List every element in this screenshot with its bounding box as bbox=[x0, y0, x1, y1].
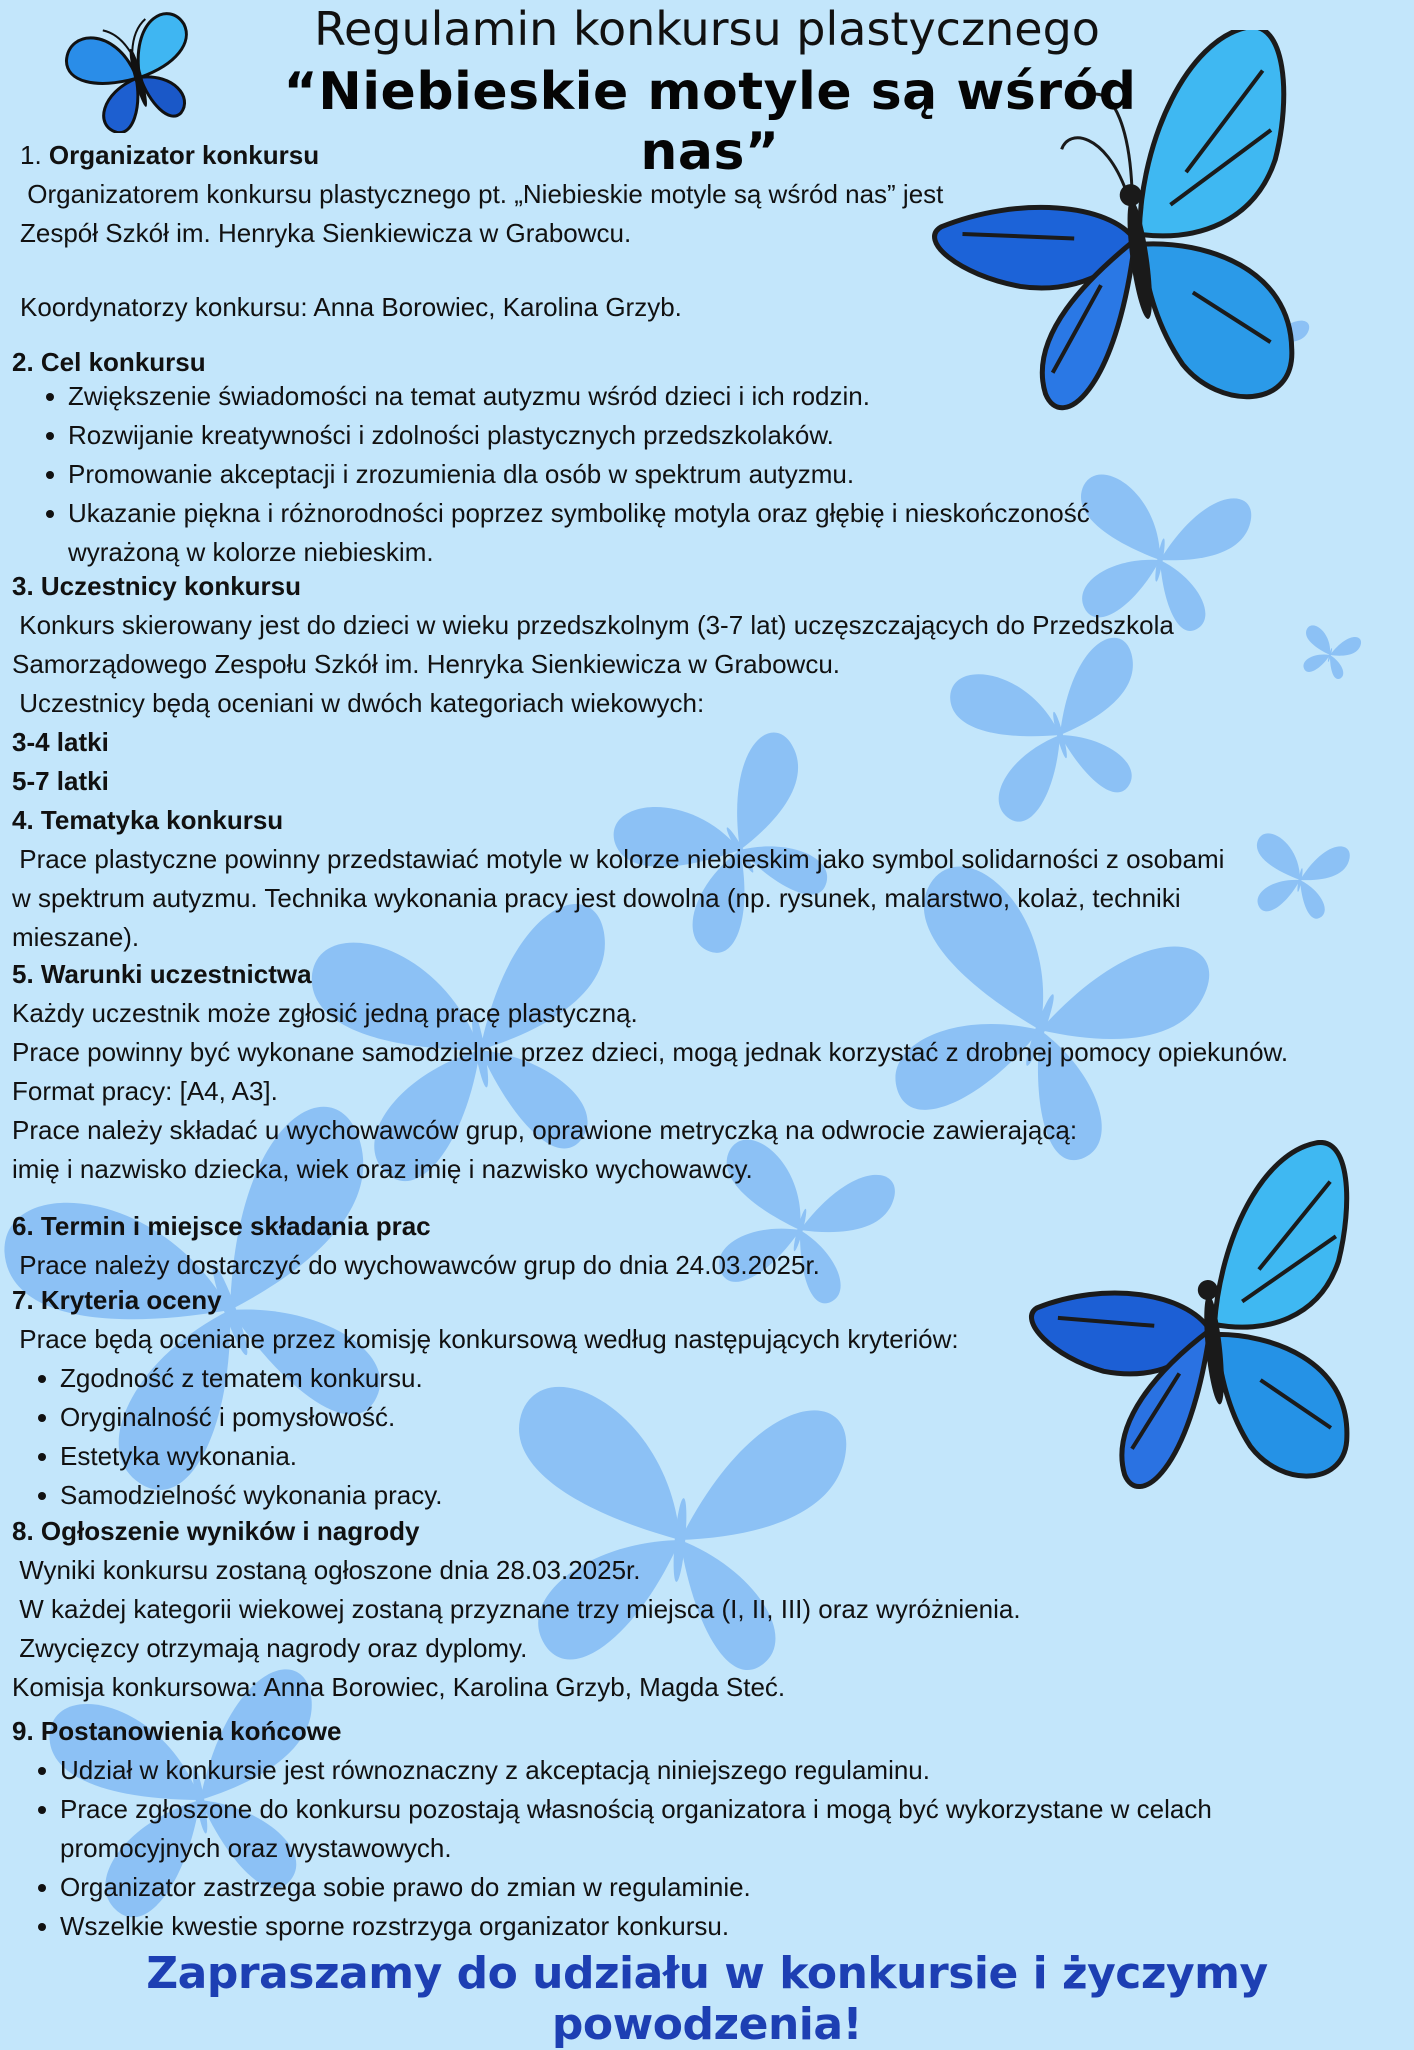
list-item-continuation: promocyjnych oraz wystawowych. bbox=[60, 1833, 452, 1863]
title-line-2: “Niebieskie motyle są wśród nas” bbox=[283, 62, 1137, 182]
section-5-heading: 5. Warunki uczestnictwa bbox=[12, 959, 312, 989]
section-9-heading: 9. Postanowienia końcowe bbox=[12, 1716, 342, 1746]
section-1-heading bbox=[20, 136, 319, 175]
list-item: Udział w konkursie jest równoznaczny z akceptacją niniejszego regulaminu. bbox=[60, 1751, 930, 1790]
section-5-line-1: Każdy uczestnik może zgłosić jedną pracę plastyczną. bbox=[12, 998, 638, 1028]
section-8-line-4: Komisja konkursowa: Anna Borowiec, Karolina Grzyb, Magda Steć. bbox=[12, 1672, 786, 1702]
age-category-2: 5-7 latki bbox=[12, 766, 109, 796]
list-item: Organizator zastrzega sobie prawo do zmian w regulaminie. bbox=[60, 1868, 751, 1907]
section-4-line-1: Prace plastyczne powinny przedstawiać motyle w kolorze niebieskim jako symbol solidarności z osobami bbox=[12, 844, 1225, 874]
age-category-1: 3-4 latki bbox=[12, 727, 109, 757]
section-3-line-3: Uczestnicy będą oceniani w dwóch kategoriach wiekowych: bbox=[12, 688, 705, 718]
section-4-heading: 4. Tematyka konkursu bbox=[12, 805, 284, 835]
section-1-line-1: Organizatorem konkursu plastycznego pt. „Niebieskie motyle są wśród nas” jest bbox=[20, 179, 944, 209]
section-1-number: 1. bbox=[20, 140, 49, 170]
section-8-heading: 8. Ogłoszenie wyników i nagrody bbox=[12, 1516, 420, 1546]
list-item: Estetyka wykonania. bbox=[60, 1437, 297, 1476]
section-8-line-2: W każdej kategorii wiekowej zostaną przyznane trzy miejsca (I, II, III) oraz wyróżnienia. bbox=[12, 1594, 1021, 1624]
list-item: Zwiększenie świadomości na temat autyzmu wśród dzieci i ich rodzin. bbox=[68, 377, 870, 416]
section-3-line-2: Samorządowego Zespołu Szkół im. Henryka Sienkiewicza w Grabowcu. bbox=[12, 649, 841, 679]
title-line-1: Regulamin konkursu plastycznego bbox=[314, 2, 1100, 56]
list-item: Oryginalność i pomysłowość. bbox=[60, 1398, 395, 1437]
section-6-line-1: Prace należy dostarczyć do wychowawców grup do dnia 24.03.2025r. bbox=[12, 1250, 820, 1280]
footer-invitation: Zapraszamy do udziału w konkursie i życzymy powodzenia! bbox=[146, 1948, 1268, 2050]
section-4-line-3: mieszane). bbox=[12, 922, 140, 952]
section-7-line-1: Prace będą oceniane przez komisję konkursową według następujących kryteriów: bbox=[12, 1324, 959, 1354]
section-5-line-5: imię i nazwisko dziecka, wiek oraz imię i nazwisko wychowawcy. bbox=[12, 1154, 753, 1184]
section-1-line-3: Koordynatorzy konkursu: Anna Borowiec, Karolina Grzyb. bbox=[20, 292, 682, 322]
section-5-line-3: Format pracy: [A4, A3]. bbox=[12, 1076, 278, 1106]
section-2-heading: 2. Cel konkursu bbox=[12, 347, 206, 377]
section-3-heading: 3. Uczestnicy konkursu bbox=[12, 571, 301, 601]
list-item: Zgodność z tematem konkursu. bbox=[60, 1359, 423, 1398]
section-6-heading: 6. Termin i miejsce składania prac bbox=[12, 1211, 431, 1241]
list-item: Promowanie akceptacji i zrozumienia dla osób w spektrum autyzmu. bbox=[68, 455, 854, 494]
section-1-line-2: Zespół Szkół im. Henryka Sienkiewicza w Grabowcu. bbox=[20, 218, 632, 248]
list-item: Rozwijanie kreatywności i zdolności plastycznych przedszkolaków. bbox=[68, 416, 834, 455]
list-item: Samodzielność wykonania pracy. bbox=[60, 1476, 442, 1515]
list-item: Wszelkie kwestie sporne rozstrzyga organizator konkursu. bbox=[60, 1907, 729, 1946]
section-8-line-3: Zwycięzcy otrzymają nagrody oraz dyplomy. bbox=[12, 1633, 528, 1663]
section-5-line-4: Prace należy składać u wychowawców grup, oprawione metryczką na odwrocie zawierającą: bbox=[12, 1115, 1078, 1145]
section-7-heading: 7. Kryteria oceny bbox=[12, 1285, 222, 1315]
section-8-line-1: Wyniki konkursu zostaną ogłoszone dnia 28.03.2025r. bbox=[12, 1555, 641, 1585]
list-item-continuation: wyrażoną w kolorze niebieskim. bbox=[68, 537, 434, 567]
section-4-line-2: w spektrum autyzmu. Technika wykonania pracy jest dowolna (np. rysunek, malarstwo, kolaż, techniki bbox=[12, 883, 1181, 913]
list-item: Prace zgłoszone do konkursu pozostają własnością organizatora i mogą być wykorzystane w celach bbox=[60, 1790, 1212, 1829]
section-5-line-2: Prace powinny być wykonane samodzielnie przez dzieci, mogą jednak korzystać z drobnej pomocy opiekunów. bbox=[12, 1037, 1289, 1067]
section-1-title: Organizator konkursu bbox=[48, 140, 320, 170]
section-3-line-1: Konkurs skierowany jest do dzieci w wieku przedszkolnym (3-7 lat) uczęszczających do Przedszkola bbox=[12, 610, 1174, 640]
list-item: Ukazanie piękna i różnorodności poprzez symbolikę motyla oraz głębię i nieskończoność bbox=[68, 494, 1090, 533]
